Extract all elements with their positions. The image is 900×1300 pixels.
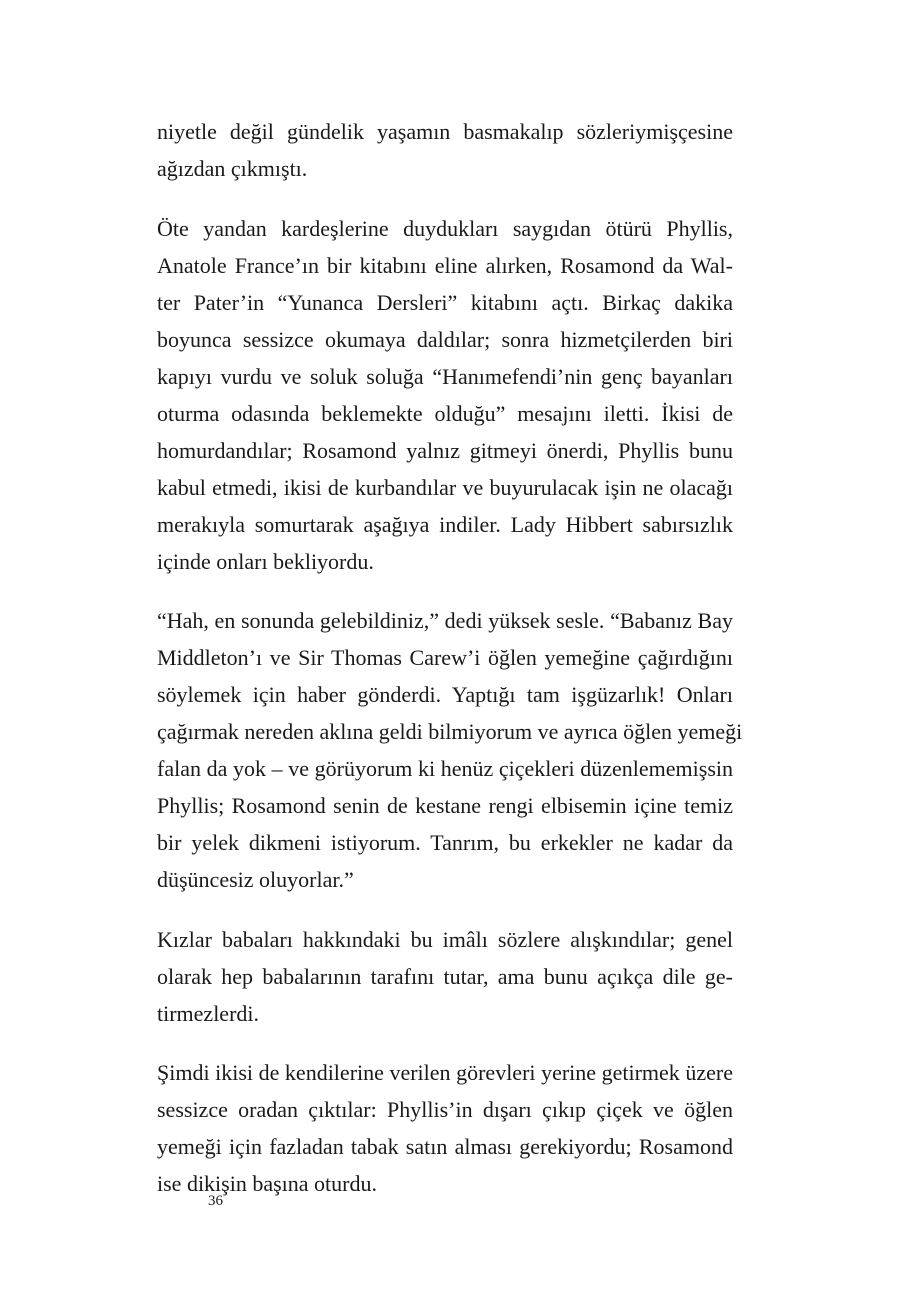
paragraph-2 [157,210,733,580]
text-line: Anatole France’ın bir kitabını eline alırken, Rosamond da Wal- [157,253,733,278]
text-line: ise dikişin başına oturdu. [157,1171,377,1196]
paragraph-5 [157,1054,733,1202]
text-line: olarak hep babalarının tarafını tutar, ama bunu açıkça dile ge- [157,964,733,989]
paragraph-4 [157,921,733,1032]
text-line: kabul etmedi, ikisi de kurbandılar ve buyurulacak işin ne olacağı [157,475,733,500]
text-line: homurdandılar; Rosamond yalnız gitmeyi önerdi, Phyllis bunu [157,438,733,463]
text-line: oturma odasında beklemekte olduğu” mesajını iletti. İkisi de [157,401,733,426]
page-number: 36 [208,1193,223,1209]
text-line: yemeği için fazladan tabak satın alması gerekiyordu; Rosamond [157,1134,733,1159]
paragraph-1 [157,113,733,187]
text-line: merakıyla somurtarak aşağıya indiler. Lady Hibbert sabırsızlık [157,512,733,537]
text-line: içinde onları bekliyordu. [157,549,374,574]
text-line: düşüncesiz oluyorlar.” [157,867,354,892]
text-line: tirmezlerdi. [157,1001,260,1026]
text-line: boyunca sessizce okumaya daldılar; sonra hizmetçilerden biri [157,327,733,352]
text-line: falan da yok – ve görüyorum ki henüz çiçekleri düzenlememişsin [157,756,733,781]
text-line: Kızlar babaları hakkındaki bu imâlı sözlere alışkındılar; genel [157,927,733,952]
page-body [157,113,743,1202]
text-line: kapıyı vurdu ve soluk soluğa “Hanımefendi’nin genç bayanları [157,364,733,389]
text-line: ağızdan çıkmıştı. [157,156,308,181]
text-line: söylemek için haber gönderdi. Yaptığı tam işgüzarlık! Onları [157,682,733,707]
text-line: Middleton’ı ve Sir Thomas Carew’i öğlen yemeğine çağırdığını [157,645,733,670]
text-line: çağırmak nereden aklına geldi bilmiyorum ve ayrıca öğlen yemeği [157,719,743,744]
paragraph-3 [157,602,743,898]
text-line: Şimdi ikisi de kendilerine verilen görevleri yerine getirmek üzere [157,1060,733,1085]
text-line: Phyllis; Rosamond senin de kestane rengi elbisemin içine temiz [157,793,733,818]
text-line: sessizce oradan çıktılar: Phyllis’in dışarı çıkıp çiçek ve öğlen [157,1097,733,1122]
text-line: ter Pater’in “Yunanca Dersleri” kitabını açtı. Birkaç dakika [157,290,733,315]
text-line: bir yelek dikmeni istiyorum. Tanrım, bu erkekler ne kadar da [157,830,733,855]
text-line: Öte yandan kardeşlerine duydukları saygıdan ötürü Phyllis, [157,216,733,241]
text-line: “Hah, en sonunda gelebildiniz,” dedi yüksek sesle. “Babanız Bay [157,608,733,633]
text-line: niyetle değil gündelik yaşamın basmakalıp sözleriymişçesine [157,119,733,144]
